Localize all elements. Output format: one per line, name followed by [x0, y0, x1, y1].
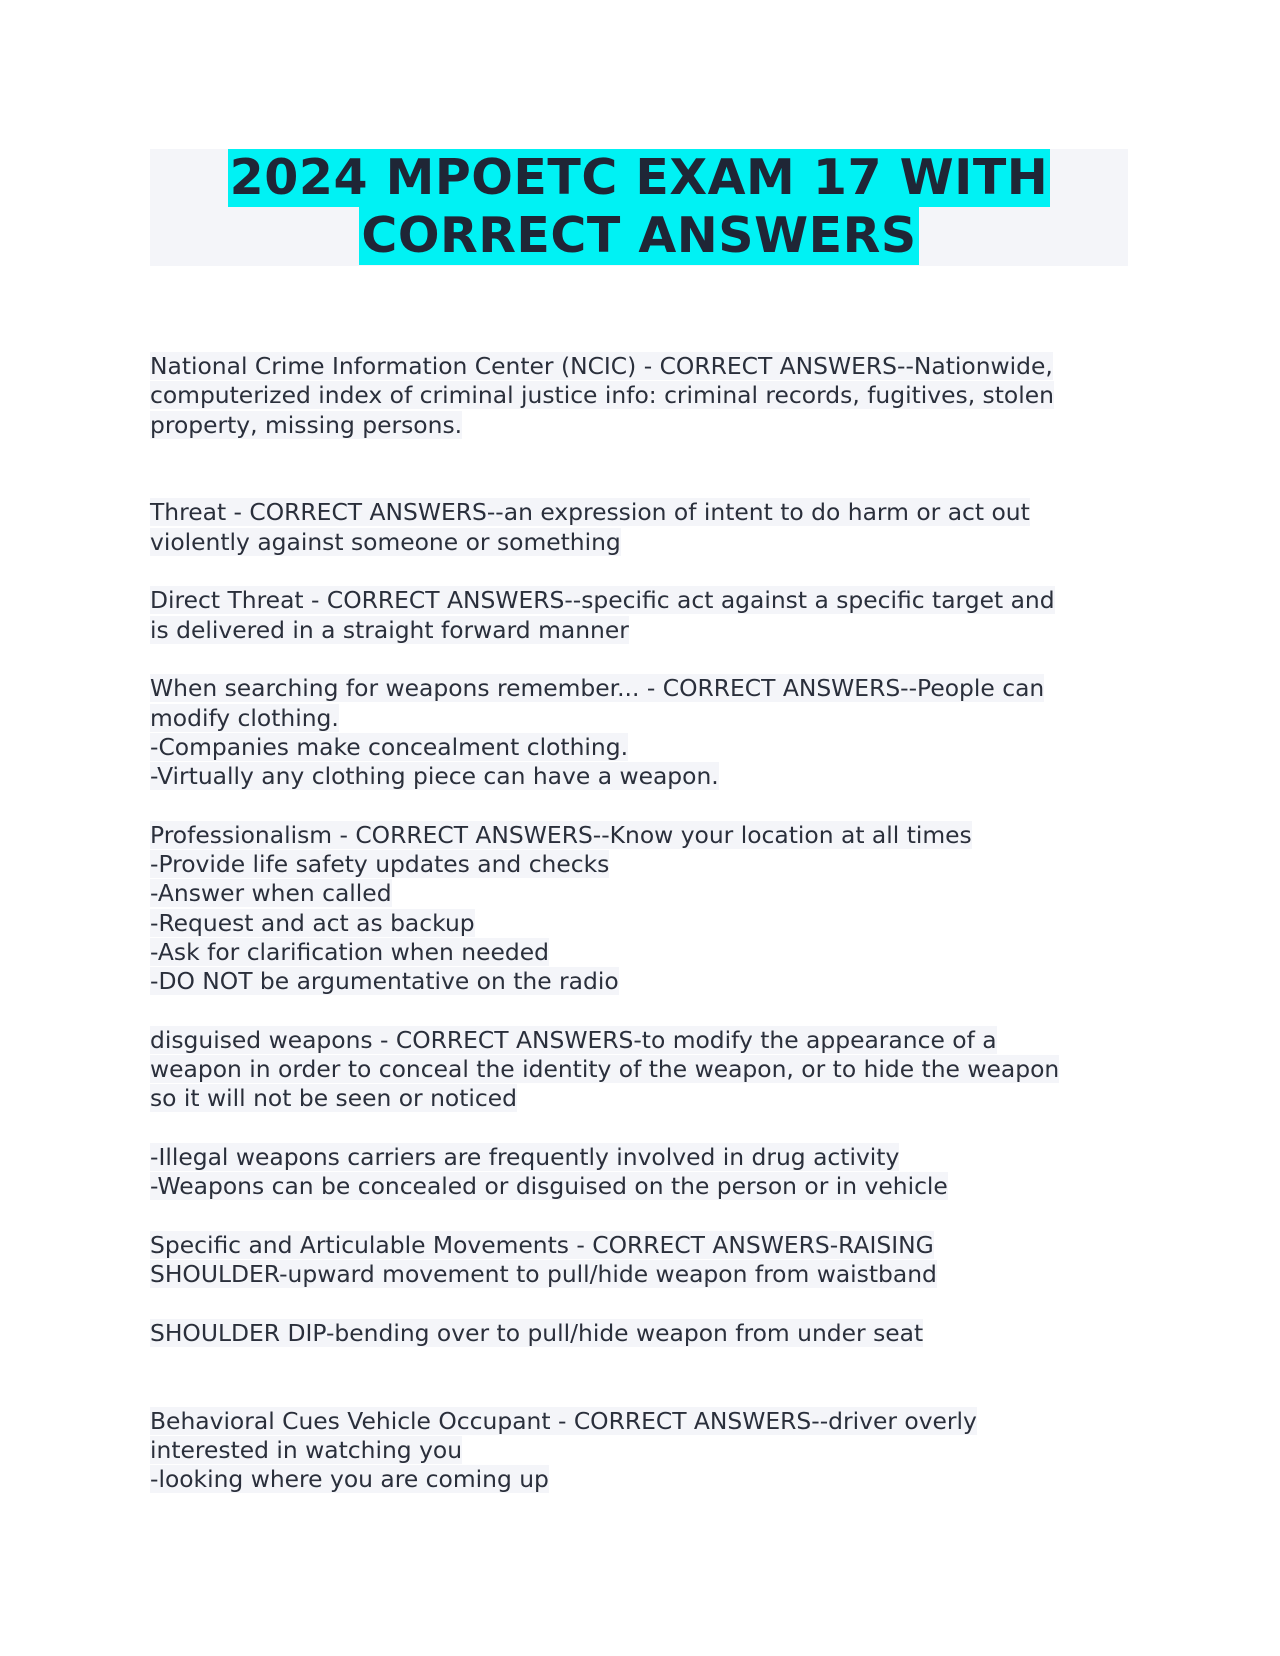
text-line: -Answer when called: [150, 879, 392, 908]
text-line: Threat - CORRECT ANSWERS--an expression of intent to do harm or act out: [150, 498, 1030, 527]
document-body: [150, 352, 1130, 1495]
text-line: weapon in order to conceal the identity of the weapon, or to hide the weapon: [150, 1055, 1060, 1084]
text-line: modify clothing.: [150, 703, 339, 732]
text-line: so it will not be seen or noticed: [150, 1084, 518, 1113]
entry-direct-threat: [150, 586, 1130, 645]
text-line: is delivered in a straight forward manner: [150, 615, 629, 644]
text-line: SHOULDER-upward movement to pull/hide weapon from waistband: [150, 1260, 937, 1289]
entry-illegal-weapons: [150, 1143, 1130, 1202]
text-line: Direct Threat - CORRECT ANSWERS--specific act against a specific target and: [150, 586, 1055, 615]
text-line: disguised weapons - CORRECT ANSWERS-to modify the appearance of a: [150, 1025, 997, 1054]
text-line: property, missing persons.: [150, 410, 463, 439]
text-line: -Provide life safety updates and checks: [150, 850, 610, 879]
text-line: violently against someone or something: [150, 527, 621, 556]
text-line: -Ask for clarification when needed: [150, 937, 549, 966]
text-line: SHOULDER DIP-bending over to pull/hide weapon from under seat: [150, 1318, 924, 1347]
text-line: -Illegal weapons carriers are frequently involved in drug activity: [150, 1143, 900, 1172]
text-line: Behavioral Cues Vehicle Occupant - CORRECT ANSWERS--driver overly: [150, 1406, 977, 1435]
text-line: National Crime Information Center (NCIC) - CORRECT ANSWERS--Nationwide,: [150, 352, 1053, 380]
entry-threat: [150, 498, 1130, 557]
document-title: [150, 149, 1128, 266]
title-line-2: CORRECT ANSWERS: [361, 207, 917, 264]
text-line: interested in watching you: [150, 1435, 463, 1464]
entry-shoulder-dip: [150, 1319, 1130, 1348]
entry-behavioral-cues: [150, 1407, 1130, 1495]
entry-searching-weapons: [150, 674, 1130, 791]
entry-articulable-movements: [150, 1231, 1130, 1290]
text-line: -Weapons can be concealed or disguised on the person or in vehicle: [150, 1172, 948, 1201]
text-line: -Virtually any clothing piece can have a weapon.: [150, 762, 719, 791]
text-line: -looking where you are coming up: [150, 1465, 549, 1494]
text-line: computerized index of criminal justice info: criminal records, fugitives, stolen: [150, 381, 1054, 410]
entry-disguised-weapons: [150, 1026, 1130, 1114]
text-line: Professionalism - CORRECT ANSWERS--Know your location at all times: [150, 820, 972, 849]
text-line: -DO NOT be argumentative on the radio: [150, 967, 619, 996]
text-line: -Companies make concealment clothing.: [150, 732, 629, 761]
entry-ncic: [150, 352, 1130, 440]
text-line: Specific and Articulable Movements - CORRECT ANSWERS-RAISING: [150, 1230, 934, 1259]
text-line: When searching for weapons remember... - CORRECT ANSWERS--People can: [150, 674, 1045, 703]
text-line: -Request and act as backup: [150, 908, 475, 937]
title-line-1: 2024 MPOETC EXAM 17 WITH: [229, 149, 1049, 206]
entry-professionalism: [150, 821, 1130, 997]
